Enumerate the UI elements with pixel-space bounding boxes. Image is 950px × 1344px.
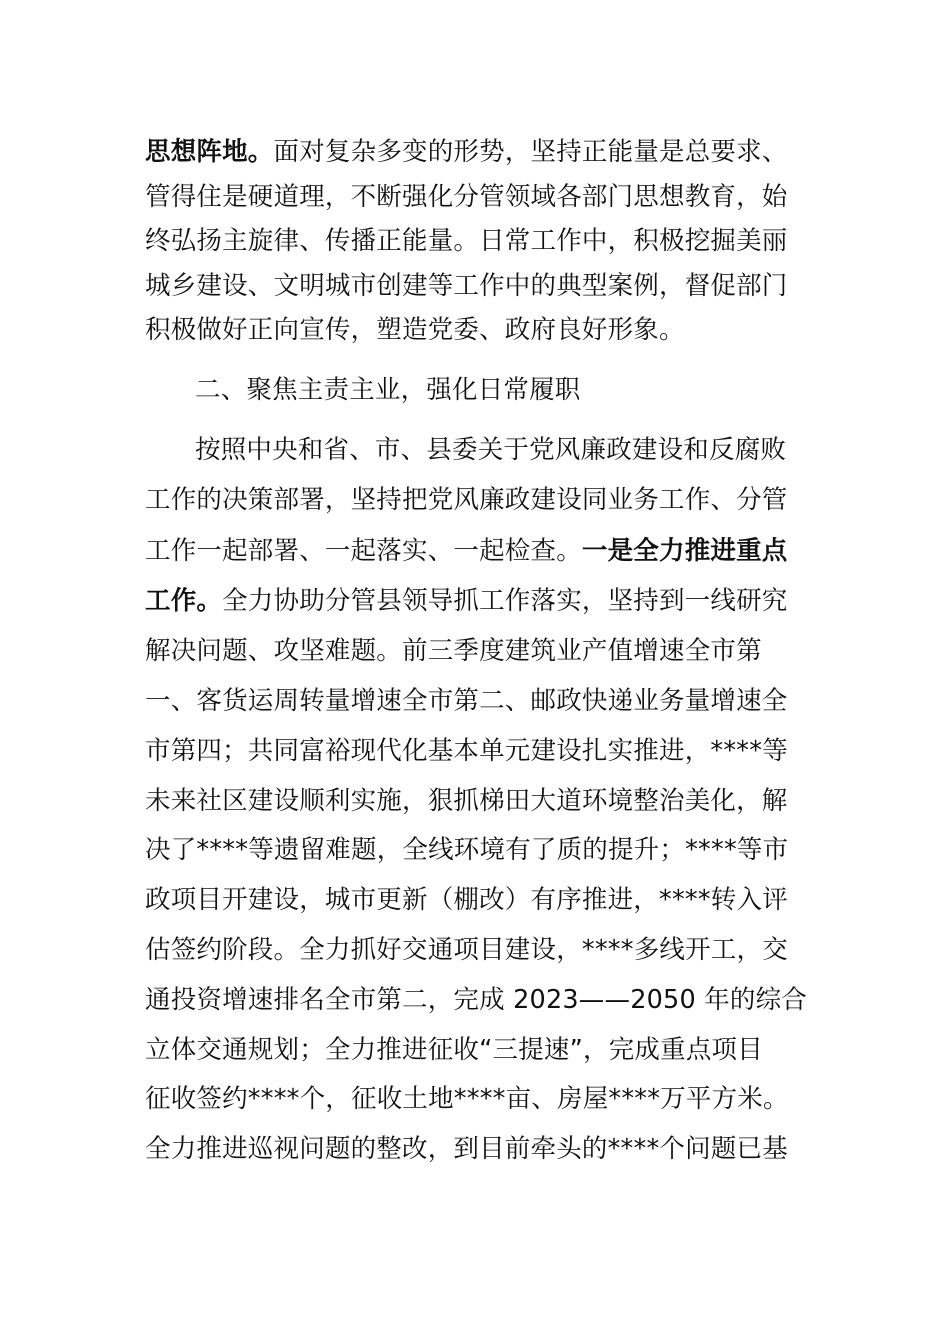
body-text: 征收签约****个，征收土地****亩、房屋****万平方米。 [145, 1084, 789, 1114]
paragraph-line [145, 686, 815, 716]
section-heading-text: 二、聚焦主责主业，强化日常履职 [195, 375, 581, 405]
paragraph-line [145, 935, 815, 965]
paragraph-line [145, 182, 815, 212]
paragraph-line [145, 985, 815, 1015]
body-text: 工作一起部署、一起落实、一起检查。 [145, 536, 582, 566]
body-text: 市第四；共同富裕现代化基本单元建设扎实推进，****等 [145, 736, 788, 766]
paragraph-line [145, 786, 815, 816]
body-text: 政项目开建设，城市更新（棚改）有序推进，****转入评 [145, 885, 788, 915]
body-text: 积极做好正向宣传，塑造党委、政府良好形象。 [145, 315, 685, 345]
paragraph-line [145, 1035, 815, 1065]
body-text: 解决问题、攻坚难题。前三季度建筑业产值增速全市第 [145, 636, 762, 666]
bold-lead-text: 工作。 [145, 586, 223, 616]
body-text: 城乡建设、文明城市创建等工作中的典型案例，督促部门 [145, 271, 788, 301]
bold-lead-text: 思想阵地。 [145, 137, 274, 167]
body-text: 决了****等遗留难题，全线环境有了质的提升；****等市 [145, 835, 789, 865]
body-text: 估签约阶段。全力抓好交通项目建设，****多线开工，交 [145, 935, 788, 965]
body-text: 终弘扬主旋律、传播正能量。日常工作中，积极挖掘美丽 [145, 226, 788, 256]
paragraph-line [145, 736, 815, 766]
body-text: 立体交通规划；全力推进征收“三提速”，完成重点项目 [145, 1035, 763, 1065]
body-text: 一、客货运周转量增速全市第二、邮政快递业务量增速全 [145, 686, 788, 716]
paragraph-line [145, 835, 815, 865]
body-text: 工作的决策部署，坚持把党风廉政建设同业务工作、分管 [145, 485, 788, 515]
paragraph-line [145, 636, 815, 666]
body-text: 面对复杂多变的形势，坚持正能量是总要求、 [273, 137, 788, 167]
body-text: 按照中央和省、市、县委关于党风廉政建设和反腐败 [195, 435, 787, 465]
section-heading [195, 375, 865, 405]
body-text: 通投资增速排名全市第二，完成 2023——2050 年的综合 [145, 985, 808, 1015]
paragraph-line [145, 536, 815, 566]
paragraph-line [145, 1134, 815, 1164]
paragraph-line [145, 271, 815, 301]
body-text: 全力推进巡视问题的整改，到目前牵头的****个问题已基 [145, 1134, 788, 1164]
bold-lead-text: 一是全力推进重点 [581, 536, 788, 566]
paragraph-line [145, 315, 815, 345]
body-text: 全力协助分管县领导抓工作落实，坚持到一线研究 [222, 586, 788, 616]
paragraph-line [195, 435, 865, 465]
paragraph-line [145, 226, 815, 256]
paragraph-line [145, 1084, 815, 1114]
paragraph-line [145, 137, 815, 167]
paragraph-line [145, 485, 815, 515]
paragraph-line [145, 586, 815, 616]
body-text: 未来社区建设顺利实施，狠抓梯田大道环境整治美化，解 [145, 786, 788, 816]
paragraph-line [145, 885, 815, 915]
body-text: 管得住是硬道理，不断强化分管领域各部门思想教育，始 [145, 182, 788, 212]
